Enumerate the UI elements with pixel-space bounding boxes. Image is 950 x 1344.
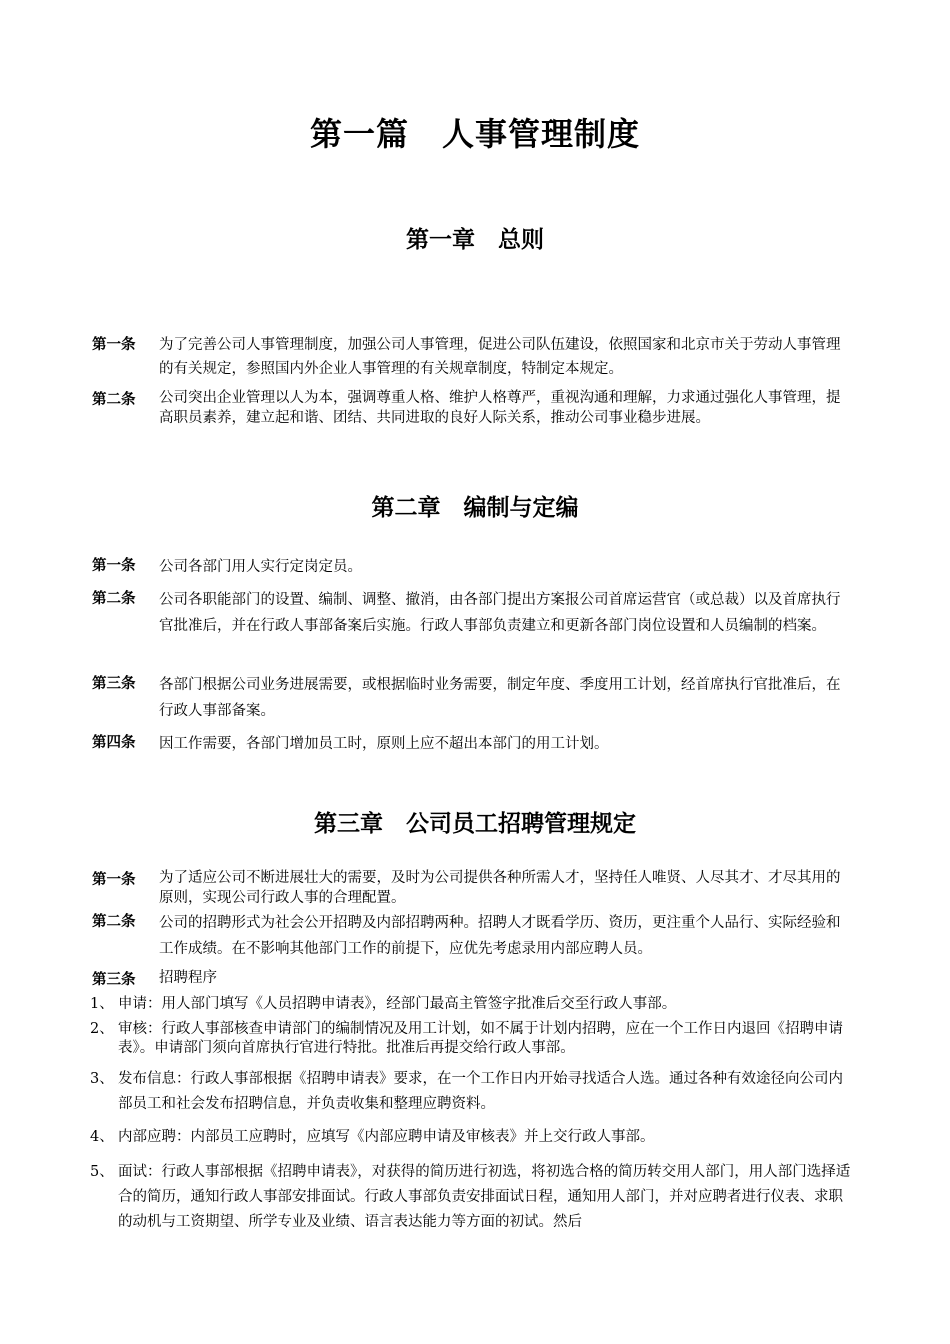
- chapter-3-title: 第三章 公司员工招聘管理规定: [314, 811, 636, 837]
- article-label: 第二条: [92, 591, 136, 607]
- recruitment-step-4: [90, 1126, 860, 1148]
- step-number: 5、: [90, 1164, 114, 1180]
- article-label: 第一条: [92, 337, 136, 353]
- article-text: 为了完善公司人事管理制度，加强公司人事管理，促进公司队伍建设，依照国家和北京市关于劳动人事管理的有关规定，参照国内外企业人事管理的有关规章制度，特制定本规定。: [159, 337, 841, 377]
- article-text: 各部门根据公司业务进展需要，或根据临时业务需要，制定年度、季度用工计划，经首席执行官批准后，在行政人事部备案。: [159, 677, 841, 719]
- chapter-3-article-1: [92, 868, 852, 908]
- article-label: 第一条: [92, 872, 136, 888]
- chapter-2-article-2: [92, 587, 852, 639]
- chapter-3-article-2: [92, 910, 852, 962]
- article-label: 第二条: [92, 914, 136, 930]
- step-text: 内部应聘：内部员工应聘时，应填写《内部应聘申请及审核表》并上交行政人事部。: [118, 1129, 655, 1145]
- article-text: 因工作需要，各部门增加员工时，原则上应不超出本部门的用工计划。: [159, 736, 609, 752]
- article-label: 第四条: [92, 735, 136, 751]
- article-text: 公司各职能部门的设置、编制、调整、撤消，由各部门提出方案报公司首席运营官（或总裁）以及首席执行官批准后，并在行政人事部备案后实施。行政人事部负责建立和更新各部门岗位设置和人员编制的档案。: [159, 592, 841, 634]
- step-number: 4、: [90, 1129, 114, 1145]
- article-text: 招聘程序: [159, 970, 217, 986]
- step-number: 1、: [90, 996, 114, 1012]
- article-text: 公司突出企业管理以人为本，强调尊重人格、维护人格尊严，重视沟通和理解，力求通过强化人事管理，提高职员素养，建立起和谐、团结、共同进取的良好人际关系，推动公司事业稳步进展。: [159, 390, 841, 426]
- chapter-3-article-3: [92, 968, 852, 988]
- recruitment-step-3: [90, 1067, 860, 1117]
- chapter-2-article-1: [92, 554, 852, 580]
- article-text: 公司各部门用人实行定岗定员。: [159, 559, 362, 575]
- step-text: 面试：行政人事部根据《招聘申请表》，对获得的简历进行初选，将初选合格的简历转交用人部门，用人部门选择适合的简历，通知行政人事部安排面试。行政人事部负责安排面试日程，通知用人部门，并对应聘者进行仪表、求职的动机与工资期望、所学专业及业绩、语言表达能力等方面的初试。然后: [118, 1164, 851, 1230]
- chapter-2-article-4: [92, 731, 852, 757]
- chapter-1-article-1: [92, 333, 852, 381]
- article-label: 第二条: [92, 392, 136, 408]
- recruitment-step-2: [90, 1020, 860, 1058]
- article-label: 第一条: [92, 558, 136, 574]
- step-text: 申请：用人部门填写《人员招聘申请表》，经部门最高主管签字批准后交至行政人事部。: [118, 996, 677, 1012]
- article-text: 为了适应公司不断进展壮大的需要，及时为公司提供各种所需人才，坚持任人唯贤、人尽其才、才尽其用的原则，实现公司行政人事的合理配置。: [159, 870, 841, 906]
- chapter-1-title: 第一章 总则: [406, 227, 544, 253]
- article-text: 公司的招聘形式为社会公开招聘及内部招聘两种。招聘人才既看学历、资历，更注重个人品行、实际经验和工作成绩。在不影响其他部门工作的前提下，应优先考虑录用内部应聘人员。: [159, 915, 841, 957]
- step-number: 3、: [90, 1071, 114, 1087]
- part-title: 第一篇 人事管理制度: [309, 115, 640, 153]
- step-text: 发布信息：行政人事部根据《招聘申请表》要求，在一个工作日内开始寻找适合人选。通过各种有效途径向公司内部员工和社会发布招聘信息，并负责收集和整理应聘资料。: [118, 1071, 843, 1112]
- article-label: 第三条: [92, 972, 136, 988]
- step-number: 2、: [90, 1021, 114, 1037]
- article-label: 第三条: [92, 676, 136, 692]
- chapter-2-article-3: [92, 672, 852, 724]
- chapter-2-title: 第二章 编制与定编: [371, 495, 579, 521]
- step-text: 审核：行政人事部核查申请部门的编制情况及用工计划，如不属于计划内招聘，应在一个工作日内退回《招聘申请表》。申请部门须向首席执行官进行特批。批准后再提交给行政人事部。: [118, 1021, 843, 1056]
- recruitment-step-1: [90, 993, 860, 1015]
- chapter-1-article-2: [92, 388, 852, 428]
- recruitment-step-5: [90, 1160, 860, 1235]
